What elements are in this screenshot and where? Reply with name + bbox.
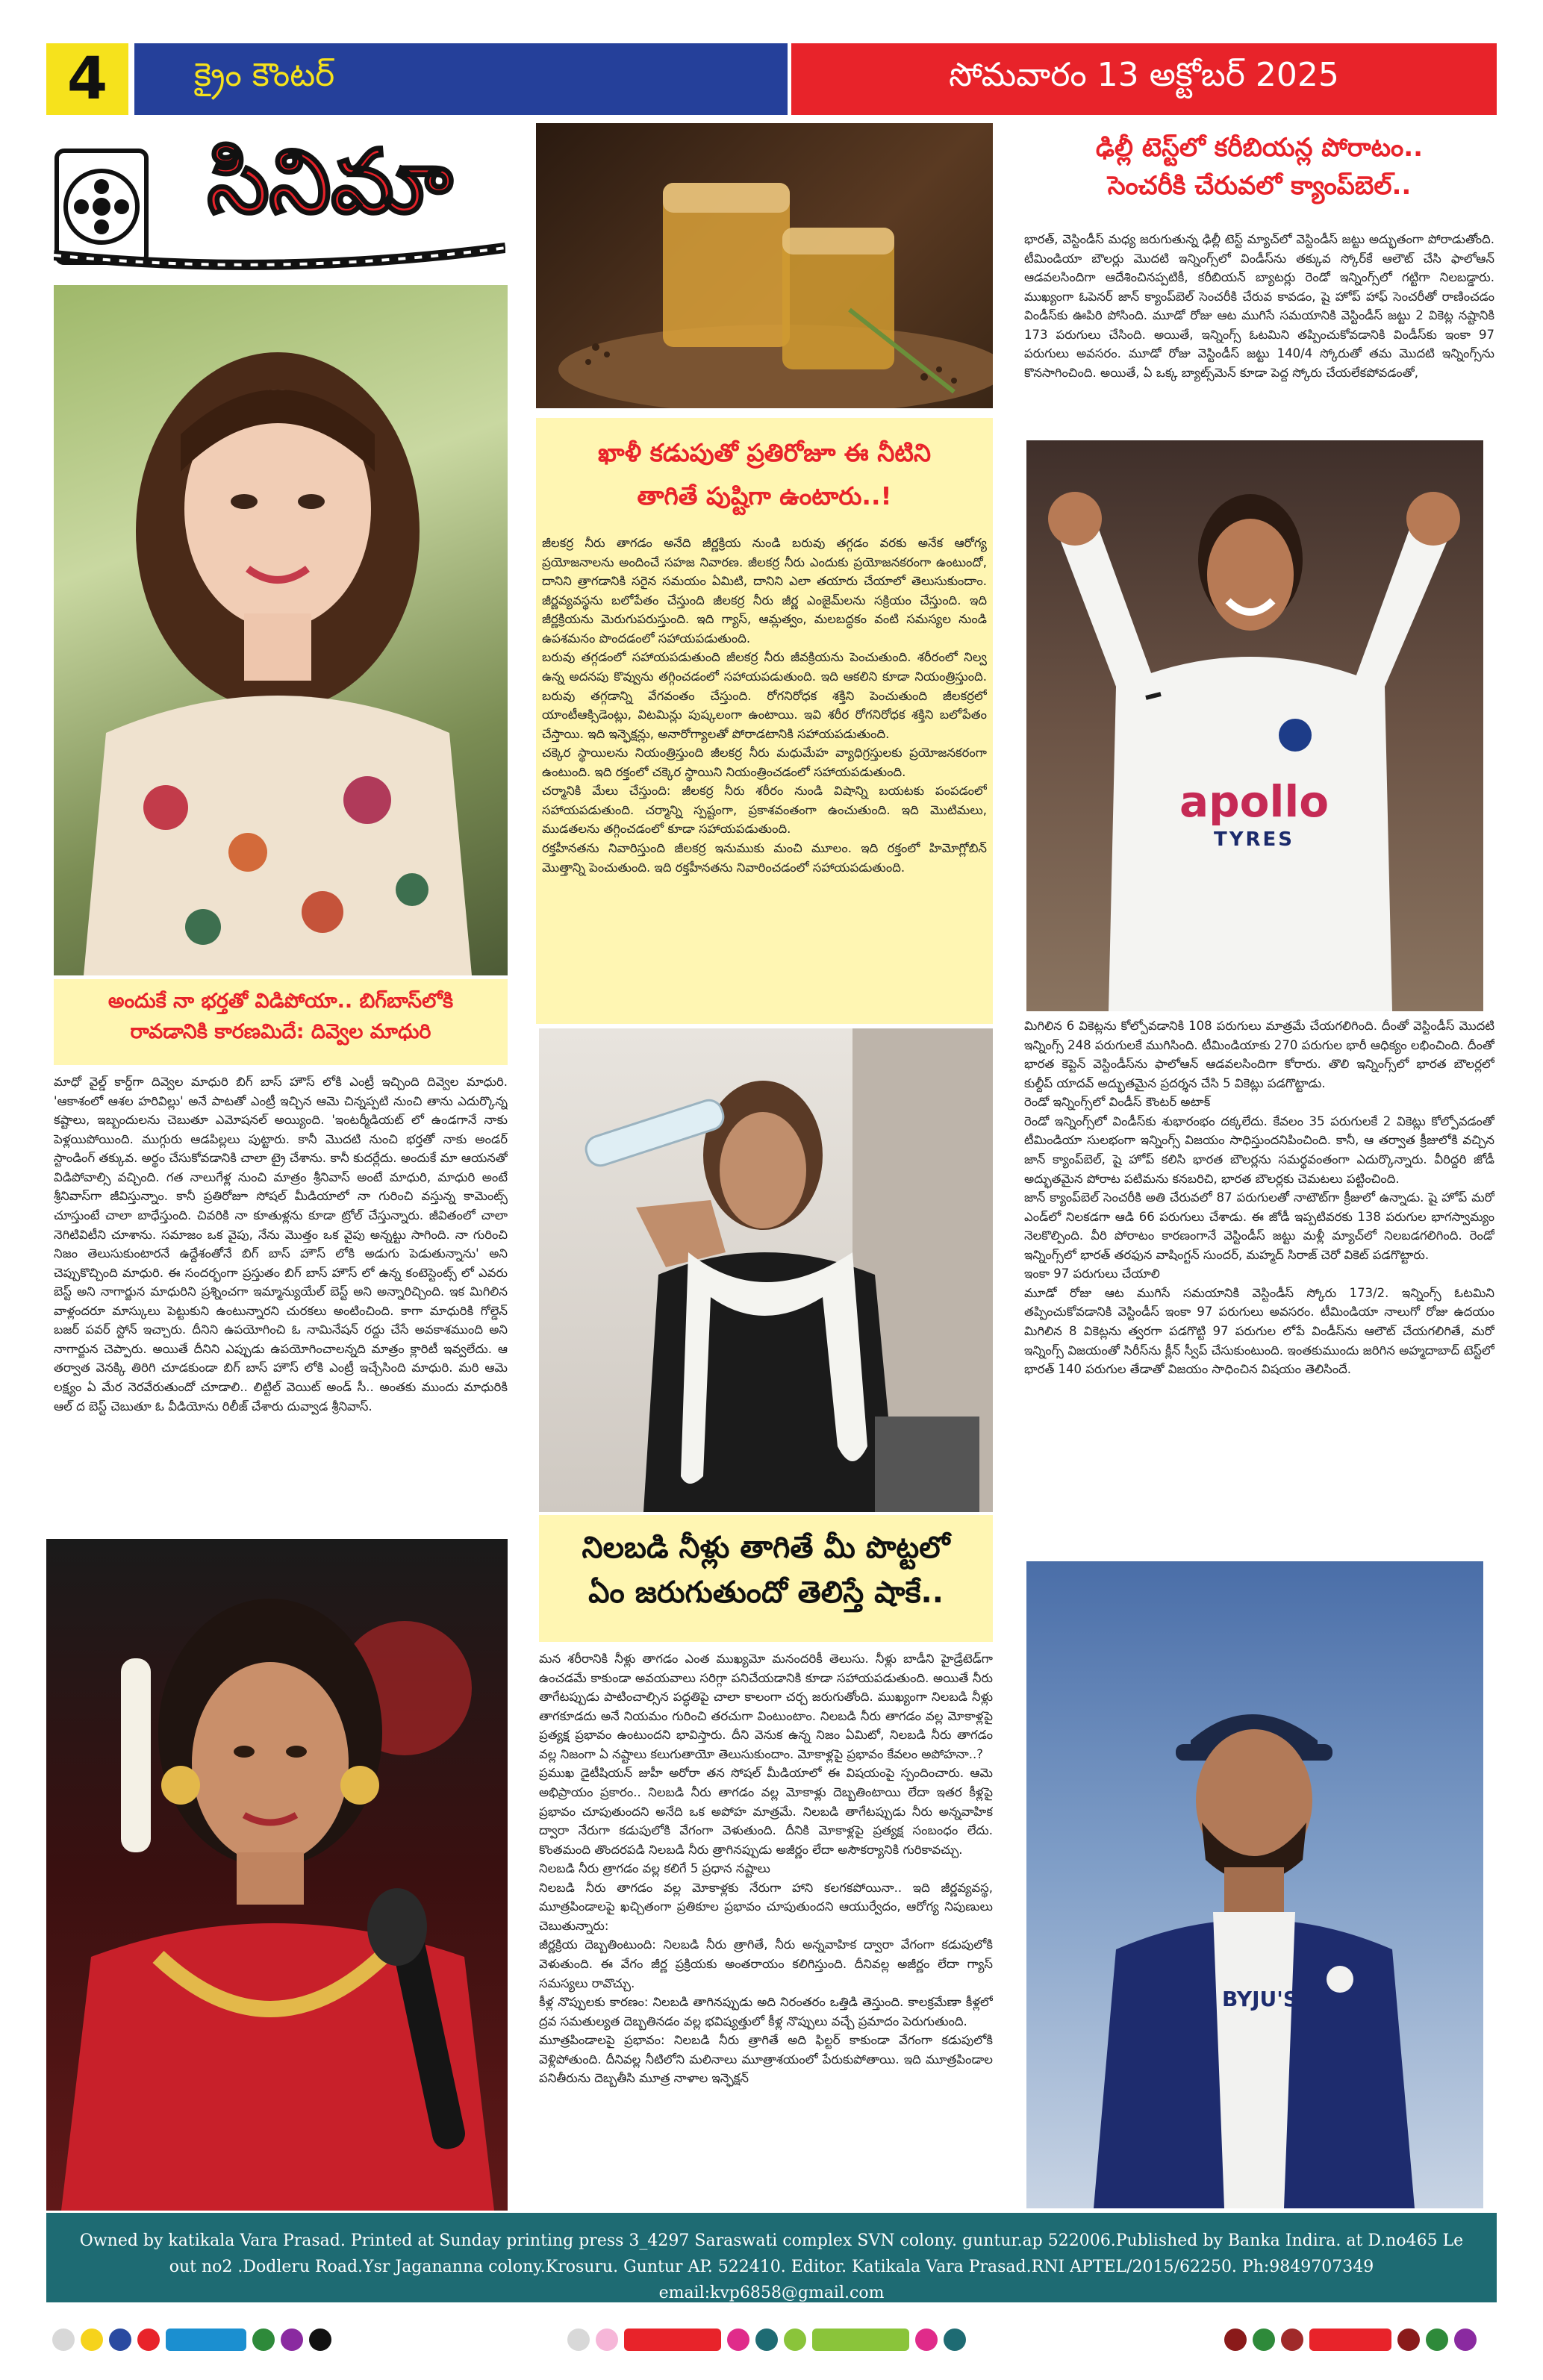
sports-headline-line1: ఢిల్లీ టెస్ట్‌లో కరీబియన్ల పోరాటం.. [1095,133,1424,163]
health2-headline-line1: నిలబడి నీళ్లు తాగితే మీ పొట్టలో [582,1531,950,1565]
actress-photo [54,285,508,975]
page-number: 4 [46,43,128,115]
cinema-article-header [54,979,508,1065]
sports-article-body-bottom: మిగిలిన 6 వికెట్లను కోల్పోవడానికి 108 పరుగులు మాత్రమే చేయగలిగింది. దీంతో వెస్టిండీస్ మొదటి ఇన్నింగ్స్ 248 పరుగులకే ముగిసింది. టీమిండియాకు 270 పరుగుల భారీ ఆధిక్యం లభించింది. దీంతో భారత కెప్టెన్ వెస్టిండీస్‌ను ఫాలోఆన్ ఆడవలసిందిగా కోరారు. తొలి ఇన్నింగ్స్‌లో భారత బౌలర్లలో కుల్దీప్ యాదవ్ అద్భుతమైన ప్రదర్శన చేసి 5 వికెట్లు పడగొట్టాడు. రెండో ఇన్నింగ్స్‌లో విండీస్ కౌంటర్ అటాక్ రెండో ఇన్నింగ్స్‌లో విండీస్‌కు శుభారంభం దక్కలేదు. కేవలం 35 పరుగులకే 2 వికెట్లు కోల్పోవడంతో టీమిండియా సులభంగా ఇన్నింగ్స్ విజయం సాధిస్తుందనిపించింది. కానీ, ఆ తర్వాత క్రీజులోకి వచ్చిన జాన్ క్యాంప్‌బెల్, షై హోప్ కలిసి భారత బౌలర్లను సమర్థవంతంగా ఎదుర్కొన్నారు. వీరిద్దరి జోడీ అద్భుతమైన పోరాట పటిమను కనబరిచి, భారత బౌలర్లకు చెమటలు పట్టించింది. జాన్ క్యాంప్‌బెల్ సెంచరీకి అతి చేరువలో 87 పరుగులతో నాటౌట్‌గా క్రీజులో ఉన్నాడు. షై హోప్ మరో ఎండ్‌లో నిలకడగా ఆడి 66 పరుగులు చేశాడు. ఈ జోడీ ఇప్పటివరకు 138 పరుగుల భాగస్వామ్యం నెలకొల్పింది. వీరి పోరాటం కారణంగానే వెస్టిండీస్ జట్టు మళ్లీ మ్యాచ్‌లో నిలబడగలిగింది. రెండో ఇన్నింగ్స్‌లో భారత్ తరఫున వాషింగ్టన్ సుందర్, మహ్మద్ సిరాజ్ చెరో వికెట్ పడగొట్టారు. ఇంకా 97 పరుగులు చేయాలి మూడో రోజు ఆట ముగిసే సమయానికి వెస్టిండీస్ స్కోరు 173/2. ఇన్నింగ్స్ ఓటమిని తప్పించుకోవడానికి వెస్టిండీస్ ఇంకా 97 పరుగులు అవసరం. టీమిండియా నాలుగో రోజు ఉదయం మిగిలిన 8 వికెట్లను త్వరగా పడగొట్టి 97 పరుగుల లోపే విండీస్‌ను ఆలౌట్ చేయగలిగితే, మరో ఇన్నింగ్స్ విజయంతో సిరీస్‌ను క్లీన్ స్వీప్ చేసుకుంటుంది. ఇంతకుముందు జరిగిన అహ్మదాబాద్ టెస్ట్‌లో భారత్ 140 పరుగుల తేడాతో విజయం సాధించిన విషయం తెలిసిందే. [1024,1019,1494,1377]
publisher-imprint: Owned by katikala Vara Prasad. Printed at Sunday printing press 3_4297 Saraswati complex SVN colony. guntur.ap 522006.Published by Banka Indira. at D.no465 Le out no2 .Dodleru Road.Ysr Jagananna colony.Krosuru. Guntur AP. 522410. Editor. Katikala Vara Prasad.RNI APTEL/2015/62250. Ph:9849707349 email:kvp6858@gmail.com [46,2213,1497,2302]
cinema-logo-text: సినిమా [207,129,453,233]
cricketer-blazer-photo [1026,1561,1483,2208]
cinema-headline-line1: అందుకే నా భర్తతో విడిపోయా.. బిగ్‌బాస్‌లోకి [107,990,454,1013]
health1-headline-line1: ఖాళీ కడుపుతో ప్రతిరోజూ ఈ నీటిని [597,438,932,467]
woman-drinking-water-photo [539,1028,993,1512]
issue-date: సోమవారం 13 అక్టోబర్ 2025 [791,43,1497,115]
health2-headline-line2: ఏం జరుగుతుందో తెలిస్తే షాకే.. [588,1575,944,1610]
sports-article-body-top: భారత్, వెస్టిండీస్ మధ్య జరుగుతున్న ఢిల్లీ టెస్ట్ మ్యాచ్‌లో వెస్టిండీస్ జట్టు అద్భుతంగా పోరాడుతోంది. టీమిండియా బౌలర్లు మొదటి ఇన్నింగ్స్‌లో విండీస్‌ను తక్కువ స్కోర్‌కే ఆలౌట్ చేసి ఫాలోఆన్ ఆడవలసిందిగా ఆదేశించినప్పటికీ, కరీబియన్ బ్యాటర్లు రెండో ఇన్నింగ్స్‌లో గట్టిగా నిలబడ్డారు. ముఖ్యంగా ఓపెనర్ జాన్ క్యాంప్‌బెల్ సెంచరీకి చేరువ కావడం, షై హోప్ హాఫ్ సెంచరీతో రాణించడం విండీస్‌కు ఊపిరి పోసింది. మూడో రోజు ఆట ముగిసే సమయానికి వెస్టిండీస్ జట్టు 2 వికెట్ల నష్టానికి 173 పరుగులు చేసింది. అయితే, ఇన్నింగ్స్ ఓటమిని తప్పించుకోవడానికి విండీస్‌కు ఇంకా 97 పరుగులు అవసరం. మూడో రోజు వెస్టిండీస్ జట్టు 140/4 స్కోరుతో తమ మొదటి ఇన్నింగ్స్‌ను కొనసాగించింది. అయితే, ఏ ఒక్క బ్యాట్స్‌మెన్ కూడా పెద్ద స్కోరు చేయలేకపోవడంతో, [1024,232,1494,380]
sports-article-header [1024,123,1494,224]
cinema-article-body: మాధో వైల్డ్ కార్డ్‌గా దివ్వెల మాధురి బిగ్ బాస్ హౌస్ లోకి ఎంట్రీ ఇచ్చింది దివ్వెల మాధురి. 'ఆకాశంలో ఆశల హరివిల్లు' అనే పాటతో ఎంట్రీ ఇచ్చిన ఆమె చిన్నప్పటి నుంచి తాను ఎదుర్కొన్న కష్టాలు, ఇబ్బందులను చెబుతూ ఎమోషనల్ అయ్యింది. 'ఇంటర్మీడియట్ లో ఉండగానే నాకు పెళ్లయిపోయింది. ముగ్గురు ఆడపిల్లలు పుట్టారు. కానీ మొదటి నుంచి భర్తతో నాకు అండర్ స్టాండింగ్ తక్కువ. అర్థం చేసుకోవడానికి చాలా ట్రై చేశాను. కానీ కుదర్లేదు. అందుకే మా ఆయనతో విడిపోవాల్సి వచ్చింది. గత నాలుగేళ్ల నుంచి మాత్రం శ్రీనివాస్ అంటే మాధురి, మాధురి అంటే శ్రీనివాస్‌గా జీవిస్తున్నాం. కానీ ప్రతిరోజూ సోషల్ మీడియాలో నా గురించి వస్తున్న కామెంట్స్ చూస్తుంటే చాలా బాధేస్తుంది. చివరికి నా కూతుళ్లను కూడా ట్రోల్ చేస్తున్నారు. జీవితంలో చాలా నెగిటివిటీని చూశాను. సమాజం ఒక వైపు, నేను మొత్తం ఒక వైపు అన్నట్టు సాగింది. నా గురించి నిజం తెలుసుకుంటారనే ఉద్దేశంతోనే బిగ్ బాస్ హౌస్ లోకి అడుగు పెడుతున్నాను' అని చెప్పుకొచ్చింది మాధురి. ఈ సందర్భంగా ప్రస్తుతం బిగ్ బాస్ హౌస్ లో ఉన్న కంటెస్టెంట్స్ లో ఎవరు బెస్ట్ అని నాగార్జున మాధురిని ప్రశ్నించగా ఇమ్మాన్యుయేల్ బెస్ట్ అని అన్నారిచ్చింది. ఇక మిగిలిన వాళ్లందరూ మాస్కులు పెట్టుకుని ఉంటున్నారని చురకలు అంటించింది. కాగా మాధురికి గోల్డెన్ బజర్ పవర్ స్టోన్ ఇచ్చారు. దీనిని ఉపయోగించి ఓ నామినేషన్ రద్దు చేసే అవకాశముంది అని నాగార్జున చెప్పారు. అయితే దీనిని ఎప్పుడు ఉపయోగించాలన్నది మాత్రం క్లారిటీ ఇవ్వలేదు. ఆ తర్వాత వెనక్కి తిరిగి చూడకుండా బిగ్ బాస్ హౌస్ లోకి ఎంట్రీ ఇచ్చేసింది మాధురి. మరి ఆమె లక్ష్యం ఏ మేర నెరవేరుతుందో చూడాలి.. లిట్టిల్ వెయిట్ అండ్ సీ.. అంతకు ముందు మాధురికి ఆల్ ద బెస్ట్ చెబుతూ ఓ వీడియోను రిలీజ్ చేశారు దువ్వాడ శ్రీనివాస్. [54,1075,508,1414]
jersey-chest-text: BYJU'S [1222,1987,1298,2011]
health1-article-body: జీలకర్ర నీరు తాగడం అనేది జీర్ణక్రియ నుండి బరువు తగ్గడం వరకు అనేక ఆరోగ్య ప్రయోజనాలను అందించే సహజ నివారణ. జీలకర్ర నీరు ఎందుకు ప్రయోజనకరంగా ఉంటుందో, దానిని త్రాగడానికి సరైన సమయం ఏమిటి, దానిని ఎలా తయారు చేయాలో తెలుసుకుందాం. జీర్ణవ్యవస్థను బలోపేతం చేస్తుంది జీలకర్ర నీరు జీర్ణ ఎంజైమ్‌లను సక్రియం చేస్తుంది. ఇది జీర్ణక్రియను మెరుగుపరుస్తుంది. ఇది గ్యాస్, ఆమ్లత్వం, మలబద్ధకం వంటి సమస్యల నుండి ఉపశమనం పొందడంలో సహాయపడుతుంది. బరువు తగ్గడంలో సహాయపడుతుంది జీలకర్ర నీరు జీవక్రియను పెంచుతుంది. శరీరంలో నిల్వ ఉన్న అదనపు కొవ్వును తగ్గించడంలో సహాయపడుతుంది. ఇది ఆకలిని కూడా నియంత్రిస్తుంది. బరువు తగ్గడాన్ని వేగవంతం చేస్తుంది. రోగనిరోధక శక్తిని పెంచుతుంది జీలకర్రలో యాంటీఆక్సిడెంట్లు, విటమిన్లు పుష్కలంగా ఉంటాయి. ఇవి శరీర రోగనిరోధక శక్తిని బలోపేతం చేస్తాయి. ఇది ఇన్ఫెక్షన్లు, అనారోగ్యాలతో పోరాడటానికి సహాయపడుతుంది. చక్కెర స్థాయిలను నియంత్రిస్తుంది జీలకర్ర నీరు మధుమేహ వ్యాధిగ్రస్తులకు ప్రయోజనకరంగా ఉంటుంది. ఇది రక్తంలో చక్కెర స్థాయిని నియంత్రించడంలో సహాయపడుతుంది. చర్మానికి మేలు చేస్తుంది: జీలకర్ర నీరు శరీరం నుండి విషాన్ని బయటకు పంపడంలో సహాయపడుతుంది. చర్మాన్ని స్పష్టంగా, ప్రకాశవంతంగా ఉంచుతుంది. ఇది మొటిమలు, ముడతలను తగ్గించడంలో కూడా సహాయపడుతుంది. రక్తహీనతను నివారిస్తుంది జీలకర్ర ఇనుముకు మంచి మూలం. ఇది రక్తంలో హిమోగ్లోబిన్ మొత్తాన్ని పెంచుతుంది. ఇది రక్తహీనతను నివారించడంలో సహాయపడుతుంది. [542,536,987,875]
cricketer-celebration-photo [1026,440,1483,1011]
section-title: క్రైం కౌంటర్ [134,43,788,115]
cinema-headline-line2: రావడానికి కారణమిదే: దివ్వెల మాధురి [130,1019,431,1043]
jersey-sponsor-sub: TYRES [1213,828,1295,851]
cumin-water-photo [536,123,993,408]
health1-headline-line2: తాగితే పుష్టిగా ఉంటారు..! [637,481,892,510]
sports-headline-line2: సెంచరీకి చేరువలో క్యాంప్‌బెల్.. [1107,171,1412,201]
health2-article-header [539,1515,993,1642]
health1-article [536,418,993,1024]
jersey-sponsor-logo: apollo [1179,776,1330,827]
cinema-logo [54,128,505,281]
contestant-photo [46,1539,508,2211]
health2-article-body: మన శరీరానికి నీళ్లు తాగడం ఎంత ముఖ్యమో మనందరికీ తెలుసు. నీళ్లు బాడీని హైడ్రేటెడ్‌గా ఉంచడమే కాకుండా అవయవాలు సరిగ్గా పనిచేయడానికి కూడా సహాయపడుతుంది. అయితే నీరు తాగేటప్పుడు పాటించాల్సిన పద్ధతిపై చాలా కాలంగా చర్చ జరుగుతోంది. ముఖ్యంగా నిలబడి నీళ్లు తాగకూడదు అనే నియమం గురించి తరచుగా వింటుంటాం. నిలబడి నీరు తాగడం వల్ల మోకాళ్లపై ప్రత్యక్ష ప్రభావం ఉంటుందని భావిస్తారు. దీని వెనుక ఉన్న నిజం ఏమిటో, నిలబడి నీరు తాగడం వల్ల నిజంగా ఏ నష్టాలు కలుగుతాయో తెలుసుకుందాం. మోకాళ్లపై ప్రభావం కేవలం అపోహనా..? ప్రముఖ డైటీషియన్ జుహీ అరోరా తన సోషల్ మీడియాలో ఈ విషయంపై స్పందించారు. ఆమె అభిప్రాయం ప్రకారం.. నిలబడి నీరు తాగడం వల్ల మోకాళ్లు దెబ్బతింటాయి లేదా ఇతర కీళ్లపై ప్రభావం చూపుతుందని అనేది ఒక అపోహ మాత్రమే. నిలబడి తాగేటప్పుడు నీరు అన్నవాహిక ద్వారా నేరుగా కడుపులోకి వేగంగా వెళుతుంది. దీనికి మోకాళ్లపై ప్రత్యక్ష సంబంధం లేదు. కొంతమంది తొందరపడి నిలబడి నీరు త్రాగినప్పుడు అజీర్ణం లేదా అసౌకర్యానికి గురికావచ్చు. నిలబడి నీరు త్రాగడం వల్ల కలిగే 5 ప్రధాన నష్టాలు నిలబడి నీరు తాగడం వల్ల మోకాళ్లకు నేరుగా హాని కలగకపోయినా.. ఇది జీర్ణవ్యవస్థ, మూత్రపిండాలపై ఖచ్చితంగా ప్రతికూల ప్రభావం చూపుతుందని ఆయుర్వేదం, ఆరోగ్య నిపుణులు చెబుతున్నారు: జీర్ణక్రియ దెబ్బతింటుంది: నిలబడి నీరు త్రాగితే, నీరు అన్నవాహిక ద్వారా వేగంగా కడుపులోకి వెళుతుంది. ఈ వేగం జీర్ణ ప్రక్రియకు అంతరాయం కలిగిస్తుంది. దీనివల్ల అజీర్ణం లేదా గ్యాస్ సమస్యలు రావొచ్చు. కీళ్ల నొప్పులకు కారణం: నిలబడి తాగినప్పుడు అది నిరంతరం ఒత్తిడి తెస్తుంది. కాలక్రమేణా కీళ్లలో ద్రవ సమతుల్యత దెబ్బతినడం వల్ల భవిష్యత్తులో కీళ్ల నొప్పులు వచ్చే ప్రమాదం పెరుగుతుంది. మూత్రపిండాలపై ప్రభావం: నిలబడి నీరు త్రాగితే అది ఫిల్టర్ కాకుండా వేగంగా కడుపులోకి వెళ్లిపోతుంది. దీనివల్ల నీటిలోని మలినాలు మూత్రాశయంలో పేరుకుపోతాయి. ఇది మూత్రపిండాల పనితీరును దెబ్బతీసి మూత్ర నాళాల ఇన్ఫెక్షన్ [539,1652,993,2086]
